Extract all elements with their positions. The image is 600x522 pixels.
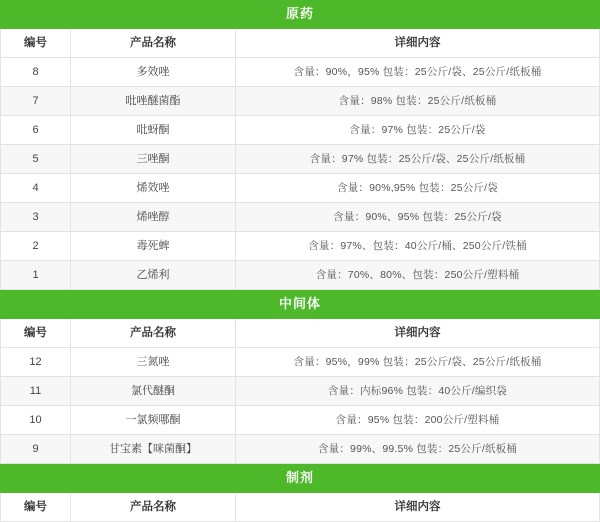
table-row: [1, 261, 600, 290]
cell-detail: 含量：90%、95% 包装：25公斤/袋: [236, 203, 600, 232]
cell-detail: 含量：95%，99% 包装：25公斤/袋、25公斤/纸板桶: [236, 348, 600, 377]
cell-name: 吡蚜酮: [71, 116, 236, 145]
product-table: [0, 493, 600, 522]
section-intermediate: [0, 290, 600, 464]
product-table: [0, 29, 600, 290]
cell-name: 甘宝素【咪菌酮】: [71, 435, 236, 464]
cell-id: 5: [1, 145, 71, 174]
cell-id: 11: [1, 377, 71, 406]
cell-id: 12: [1, 348, 71, 377]
column-header-name: 产品名称: [71, 29, 236, 58]
cell-detail: 含量：98% 包装：25公斤/纸板桶: [236, 87, 600, 116]
cell-name: 一氯频哪酮: [71, 406, 236, 435]
cell-id: 9: [1, 435, 71, 464]
column-header-detail: 详细内容: [236, 493, 600, 522]
table-row: [1, 87, 600, 116]
cell-detail: 含量：70%、80%、包装：250公斤/塑料桶: [236, 261, 600, 290]
section-title: 原药: [0, 0, 600, 29]
table-row: [1, 406, 600, 435]
cell-name: 烯唑醇: [71, 203, 236, 232]
table-row: [1, 174, 600, 203]
product-table: [0, 319, 600, 464]
cell-name: 三唑酮: [71, 145, 236, 174]
table-row: [1, 203, 600, 232]
cell-detail: 含量：90%，95% 包装：25公斤/袋、25公斤/纸板桶: [236, 58, 600, 87]
column-header-id: 编号: [1, 29, 71, 58]
table-row: [1, 348, 600, 377]
cell-detail: 含量：95% 包装：200公斤/塑料桶: [236, 406, 600, 435]
cell-id: 7: [1, 87, 71, 116]
cell-detail: 含量：90%,95% 包装：25公斤/袋: [236, 174, 600, 203]
cell-detail: 含量：内标96% 包装：40公斤/编织袋: [236, 377, 600, 406]
column-header-id: 编号: [1, 493, 71, 522]
column-header-name: 产品名称: [71, 319, 236, 348]
cell-detail: 含量：99%、99.5% 包装：25公斤/纸板桶: [236, 435, 600, 464]
cell-id: 4: [1, 174, 71, 203]
column-header-id: 编号: [1, 319, 71, 348]
table-row: [1, 377, 600, 406]
table-header-row: [1, 493, 600, 522]
column-header-detail: 详细内容: [236, 319, 600, 348]
cell-name: 氯代醚酮: [71, 377, 236, 406]
cell-id: 6: [1, 116, 71, 145]
cell-name: 乙烯利: [71, 261, 236, 290]
cell-name: 三氮唑: [71, 348, 236, 377]
cell-name: 烯效唑: [71, 174, 236, 203]
cell-name: 吡唑醚菌酯: [71, 87, 236, 116]
table-row: [1, 58, 600, 87]
table-row: [1, 435, 600, 464]
table-header-row: [1, 319, 600, 348]
cell-detail: 含量：97%、包装：40公斤/桶、250公斤/铁桶: [236, 232, 600, 261]
column-header-detail: 详细内容: [236, 29, 600, 58]
section-formulation: [0, 464, 600, 522]
cell-id: 10: [1, 406, 71, 435]
cell-name: 多效唑: [71, 58, 236, 87]
cell-detail: 含量：97% 包装：25公斤/袋: [236, 116, 600, 145]
table-row: [1, 145, 600, 174]
cell-name: 毒死蜱: [71, 232, 236, 261]
section-title: 中间体: [0, 290, 600, 319]
table-header-row: [1, 29, 600, 58]
column-header-name: 产品名称: [71, 493, 236, 522]
section-title: 制剂: [0, 464, 600, 493]
cell-id: 2: [1, 232, 71, 261]
table-row: [1, 116, 600, 145]
cell-id: 8: [1, 58, 71, 87]
cell-id: 3: [1, 203, 71, 232]
cell-id: 1: [1, 261, 71, 290]
table-row: [1, 232, 600, 261]
cell-detail: 含量：97% 包装：25公斤/袋、25公斤/纸板桶: [236, 145, 600, 174]
